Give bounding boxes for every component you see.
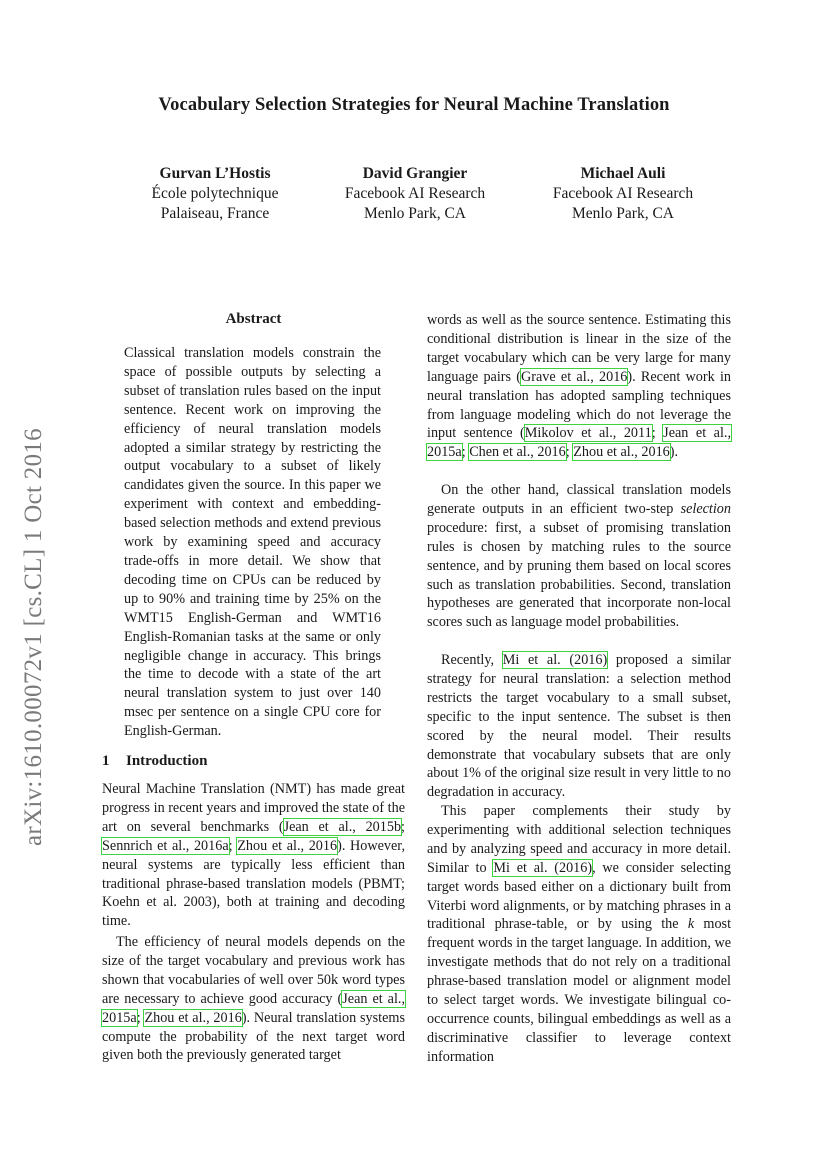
- text-run: Neural Machine Translation (NMT) has made great progress in recent years and improved the state of the art on several benchmarks (: [102, 781, 405, 835]
- citation-link[interactable]: Jean et al., 2015b: [283, 818, 402, 835]
- text-run: On the other hand, classical translation models generate outputs in an efficient two-step: [427, 482, 731, 517]
- emphasis-text: selection: [680, 500, 731, 517]
- citation-link[interactable]: Zhou et al., 2016: [573, 444, 670, 461]
- author-block: [115, 164, 315, 224]
- arxiv-identifier: arXiv:1610.00072v1 [cs.CL] 1 Oct 2016: [20, 428, 47, 846]
- text-run: words as well as the source sentence. Estimating this conditional distribution is linear in the size of the target vocabulary which can be very large for many language pairs (: [427, 312, 731, 385]
- text-run: This paper complements their study by experimenting with additional selection techniques and by analyzing speed and accuracy in more detail. Similar to: [427, 803, 731, 876]
- right-paragraph-1: [427, 311, 731, 462]
- text-run: , we consider selecting target words based either on a dictionary built from Viterbi word alignments, or by matching phrases in a traditional phrase-table, or by using the: [427, 859, 731, 933]
- author-name: Michael Auli: [580, 165, 666, 182]
- text-run: ). Neural translation systems compute the probability of the next target word given both the previously generated target: [102, 1009, 405, 1064]
- text-run: The efficiency of neural models depends on the size of the target vocabulary and previous work has shown that vocabularies of well over 50k word types are necessary to achieve good accuracy (: [102, 934, 405, 1007]
- author-location: Palaiseau, France: [160, 205, 270, 222]
- author-block: [523, 164, 723, 224]
- citation-link[interactable]: Jean et al., 2015a: [102, 990, 406, 1026]
- text-run: ). Recent work in neural translation has adopted sampling techniques from language modeling which do not leverage the input sentence (: [427, 368, 732, 442]
- text-run: ;: [401, 818, 405, 835]
- text-run: procedure: first, a subset of promising translation rules is chosen by matching rules to the source sentence, and by pruning them based on local scores such as translation probabilities. Second, translation hypotheses are generated that incorporate non-local scores such as language model probabilities.: [427, 519, 731, 631]
- section-number: 1: [102, 753, 110, 769]
- citation-link[interactable]: Mi et al. (2016): [502, 652, 608, 668]
- citation-link[interactable]: Sennrich et al., 2016a: [102, 837, 229, 854]
- text-run: Recently,: [441, 652, 503, 668]
- text-run: most frequent words in the target language. In addition, we investigate methods that do not rely on a traditional phrase-based translation model or alignment model to select target words. We investigate bilingual co-occurrence counts, bilingual embeddings as well as a discriminative classifier to leverage context information: [427, 916, 732, 1065]
- text-run: ).: [669, 444, 679, 461]
- math-variable: k: [687, 916, 695, 933]
- citation-link[interactable]: Mi et al. (2016): [493, 859, 593, 876]
- author-affiliation: Facebook AI Research: [552, 185, 694, 202]
- author-location: Menlo Park, CA: [571, 205, 675, 222]
- author-affiliation: École polytechnique: [151, 185, 279, 202]
- right-paragraph-4: [427, 802, 731, 1067]
- text-run: ;: [228, 837, 238, 854]
- citation-link[interactable]: Zhou et al., 2016: [144, 1009, 242, 1026]
- author-block: [315, 164, 515, 224]
- citation-link[interactable]: Jean et al., 2015a: [427, 425, 732, 461]
- citation-link[interactable]: Zhou et al., 2016: [237, 837, 338, 854]
- citation-link[interactable]: Mikolov et al., 2011: [524, 425, 652, 442]
- author-location: Menlo Park, CA: [363, 205, 467, 222]
- right-paragraph-3: [427, 651, 731, 802]
- text-run: ;: [136, 1009, 145, 1026]
- intro-paragraph-2: [102, 933, 405, 1065]
- text-run: ). However, neural systems are typically less efficient than traditional phrase-based translation models (PBMT; Koehn et al. 2003), both at training and decoding time.: [102, 837, 405, 930]
- text-run: ;: [461, 444, 470, 461]
- text-run: ;: [565, 444, 574, 461]
- section-heading-introduction: [102, 753, 207, 770]
- author-name: Gurvan L’Hostis: [159, 165, 271, 182]
- right-paragraph-2: [427, 481, 731, 632]
- abstract-heading: Abstract: [225, 311, 282, 327]
- author-affiliation: Facebook AI Research: [344, 185, 486, 202]
- section-title: Introduction: [126, 753, 208, 769]
- text-run: ;: [651, 425, 664, 442]
- intro-paragraph-1: [102, 780, 405, 931]
- author-name: David Grangier: [362, 165, 468, 182]
- paper-title: Vocabulary Selection Strategies for Neural Machine Translation: [158, 95, 670, 115]
- citation-link[interactable]: Chen et al., 2016: [469, 444, 566, 461]
- text-run: proposed a similar strategy for neural translation: a selection method restricts the target vocabulary to a small subset, specific to the input sentence. The subset is then scored by the neural model. Their results demonstrate that vocabulary subsets that are only about 1% of the original size result in very little to no degradation in accuracy.: [427, 652, 731, 801]
- citation-link[interactable]: Grave et al., 2016: [521, 368, 628, 385]
- abstract-text: Classical translation models constrain the space of possible outputs by selecting a subset of translation rules based on the input sentence. Recent work on improving the efficiency of neural translation models adopted a similar strategy by restricting the output vocabulary to a subset of likely candidates given the source. In this paper we experiment with context and embedding-based selection methods and extend previous work by examining speed and accuracy trade-offs in more detail. We show that decoding time on CPUs can be reduced by up to 90% and training time by 25% on the WMT15 English-German and WMT16 English-Romanian tasks at the same or only negligible change in accuracy. This brings the time to decode with a state of the art neural translation system to just over 140 msec per sentence on a single CPU core for English-German.: [124, 345, 381, 740]
